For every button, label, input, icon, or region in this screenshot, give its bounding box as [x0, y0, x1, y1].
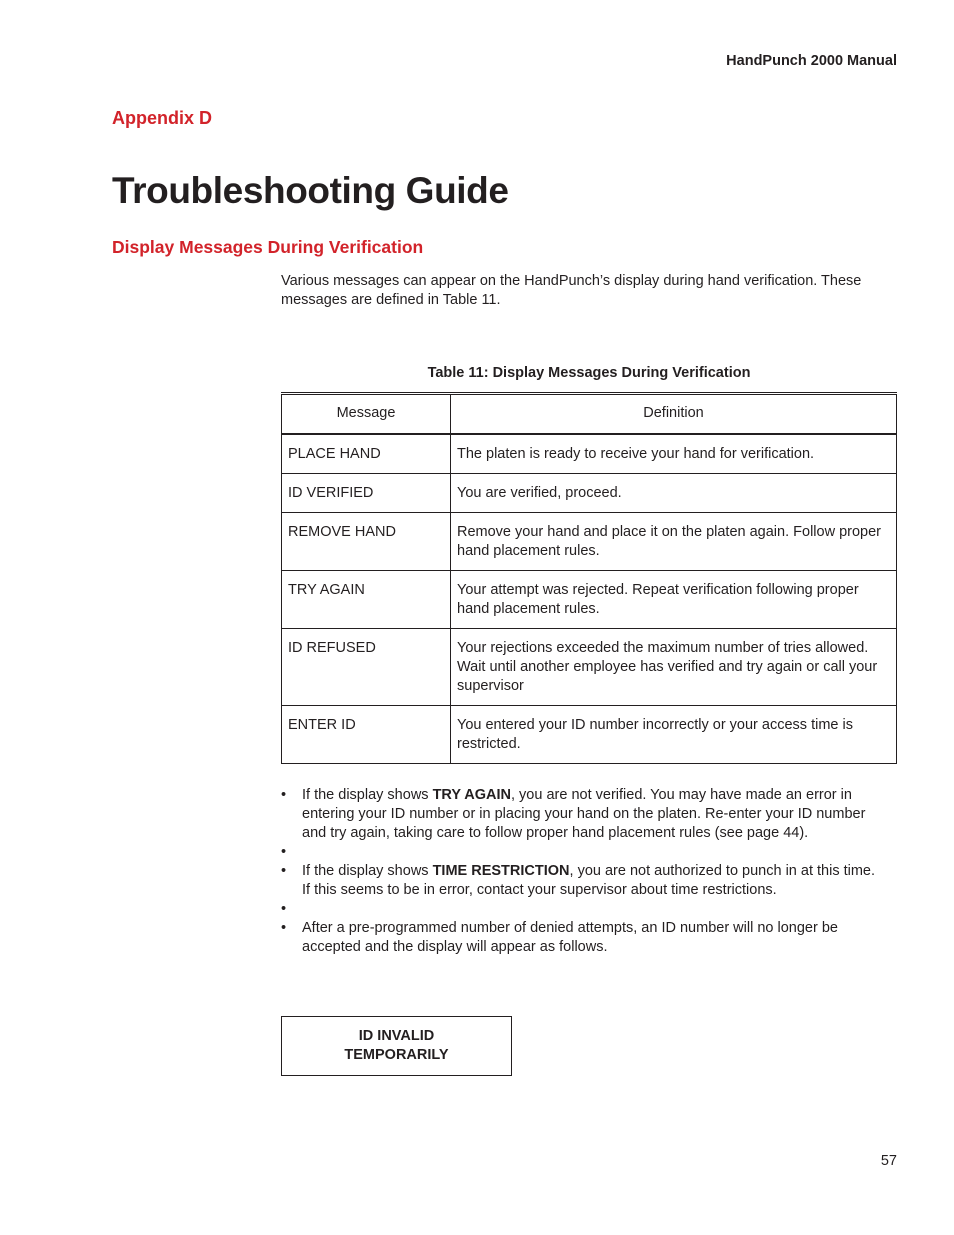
- definition-cell: You are verified, proceed.: [451, 474, 897, 513]
- header-message: Message: [282, 395, 451, 435]
- message-cell: REMOVE HAND: [282, 513, 451, 571]
- table-row: [282, 629, 897, 706]
- list-item: [281, 919, 881, 957]
- page-number: 57: [880, 1153, 897, 1169]
- page-title: Troubleshooting Guide: [112, 170, 509, 211]
- message-cell: ID VERIFIED: [282, 474, 451, 513]
- bold-term: TIME RESTRICTION: [432, 863, 570, 879]
- table-row: [282, 474, 897, 513]
- bullet-text: If the display shows TRY AGAIN, you are not verified. You may have made an error in entering your ID number or in placing your hand on the platen. Re-enter your ID number and try again, taking care to follow proper hand placement rules (see page 44).: [302, 787, 866, 841]
- list-item-empty: [281, 900, 881, 919]
- display-line-2: TEMPORARILY: [344, 1047, 449, 1063]
- display-message-box: [281, 1016, 512, 1076]
- bullet-icon: •: [281, 844, 287, 860]
- message-cell: PLACE HAND: [282, 434, 451, 474]
- definition-cell: Your attempt was rejected. Repeat verification following proper hand placement rules.: [451, 571, 897, 629]
- bullet-icon: •: [281, 863, 287, 879]
- running-header: HandPunch 2000 Manual: [726, 53, 897, 69]
- definition-cell: Remove your hand and place it on the platen again. Follow proper hand placement rules.: [451, 513, 897, 571]
- message-cell: ID REFUSED: [282, 629, 451, 706]
- table-top-rule: [281, 392, 897, 393]
- definition-cell: You entered your ID number incorrectly or your access time is restricted.: [451, 706, 897, 764]
- bullet-text: If the display shows TIME RESTRICTION, you are not authorized to punch in at this time. If this seems to be in error, contact your supervisor about time restrictions.: [302, 863, 876, 898]
- section-heading: Display Messages During Verification: [112, 237, 424, 257]
- display-line-1: ID INVALID: [358, 1028, 435, 1044]
- message-cell: TRY AGAIN: [282, 571, 451, 629]
- bullet-icon: •: [281, 787, 287, 803]
- table-row: [282, 434, 897, 474]
- table-row: [282, 571, 897, 629]
- table-header-row: [282, 395, 897, 435]
- message-cell: ENTER ID: [282, 706, 451, 764]
- bullet-icon: •: [281, 901, 287, 917]
- table-caption: Table 11: Display Messages During Verification: [427, 365, 751, 381]
- bold-term: TRY AGAIN: [432, 787, 511, 803]
- messages-table: [281, 394, 897, 764]
- bullet-list: [281, 786, 881, 957]
- header-definition: Definition: [451, 395, 897, 435]
- intro-paragraph: Various messages can appear on the HandPunch’s display during hand verification. These messages are defined in Table 11.: [281, 273, 862, 308]
- bullet-text: After a pre-programmed number of denied attempts, an ID number will no longer be accepted and the display will appear as follows.: [302, 920, 838, 955]
- list-item: [281, 862, 881, 900]
- table-row: [282, 706, 897, 764]
- table-row: [282, 513, 897, 571]
- bullet-icon: •: [281, 920, 287, 936]
- definition-cell: Your rejections exceeded the maximum number of tries allowed. Wait until another employee has verified and try again or call your supervisor: [451, 629, 897, 706]
- definition-cell: The platen is ready to receive your hand for verification.: [451, 434, 897, 474]
- list-item: [281, 786, 881, 843]
- list-item-empty: [281, 843, 881, 862]
- appendix-label: Appendix D: [112, 108, 213, 128]
